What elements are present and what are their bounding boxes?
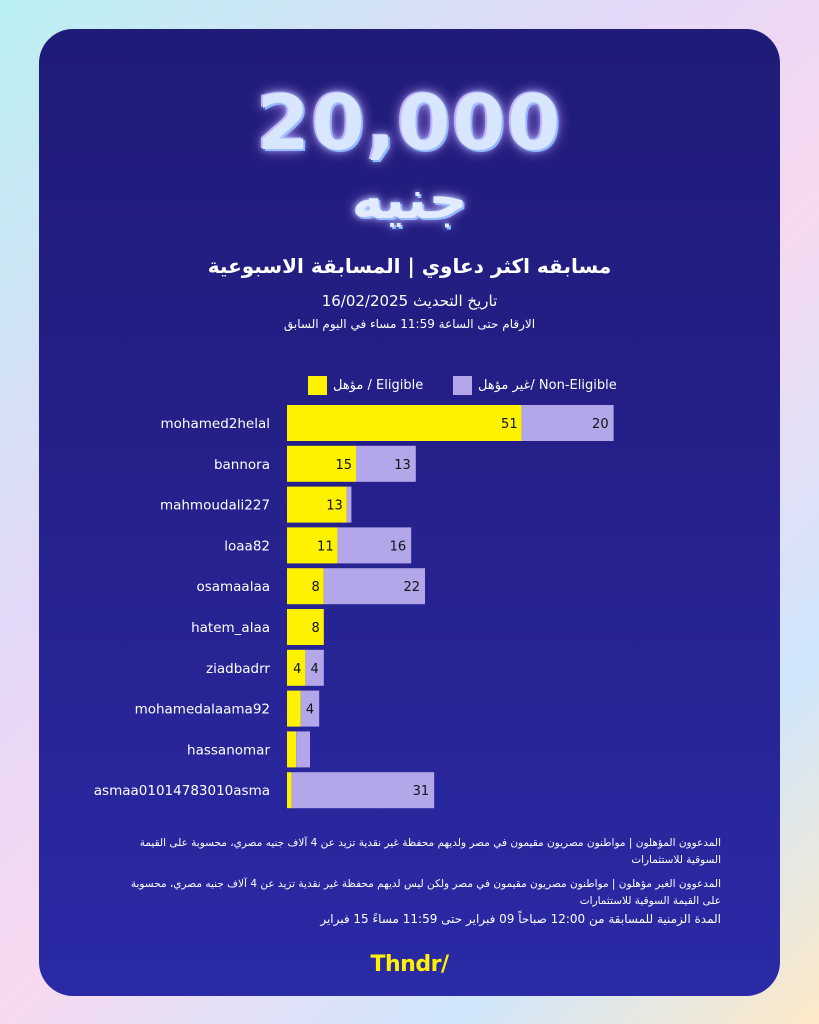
footnote-non-eligible: المدعوون الغير مؤهلون | مواطنون مصريون مقيمون في مصر ولكن ليس لديهم محفظة غير نقدية تزيد عن 4 آلاف جنيه مصري، محسوبة على القيمة السوقية للاستثمارات [130, 878, 721, 907]
numbers-note: الارقام حتى الساعة 11:59 مساء في اليوم السابق [283, 317, 536, 331]
data-label-non-eligible: 4 [310, 661, 319, 677]
data-label-eligible: 13 [326, 498, 343, 514]
data-label-eligible: 8 [311, 580, 320, 596]
category-label: hatem_alaa [191, 620, 270, 636]
footnote-eligible: المدعوون المؤهلون | مواطنون مصريون مقيمون في مصر ولديهم محفظة غير نقدية تزيد عن 4 آلاف جنيه مصري، محسوبة على القيمة السوقية للاستثمارات [139, 837, 721, 866]
data-label-non-eligible: 22 [403, 580, 420, 596]
thndr-logo: Thndr/ [370, 952, 449, 977]
data-label-eligible: 51 [501, 417, 518, 432]
category-label: ziadbadrr [206, 660, 270, 677]
bar-eligible [287, 405, 522, 441]
category-label: loaa82 [224, 538, 270, 555]
data-label-non-eligible: 31 [412, 784, 430, 800]
legend-non-eligible-label: غير مؤهل/ Non-Eligible [478, 377, 617, 393]
category-label: hassanomar [187, 742, 270, 759]
category-label: osamaalaa [196, 579, 270, 596]
data-label-non-eligible: 13 [394, 457, 411, 473]
prize-currency: جنيه [351, 168, 468, 231]
footnotes [120, 835, 721, 917]
bar-eligible [287, 691, 301, 727]
competition-period: المدة الزمنية للمسابقة من 12:00 صباحاً 09 فبراير حتى 11:59 مساءً 15 فبراير [320, 912, 721, 926]
category-label: mahmoudali227 [159, 497, 270, 514]
data-label-non-eligible: 4 [305, 702, 315, 718]
bar-eligible [287, 772, 292, 808]
data-label-eligible: 8 [311, 621, 320, 636]
prize-amount: 20,000 [256, 78, 563, 167]
bar-non-eligible [347, 487, 352, 523]
data-label-eligible: 11 [317, 539, 334, 555]
category-label: mohamedalaama92 [134, 701, 270, 718]
data-label-non-eligible: 20 [592, 417, 609, 432]
update-date: تاريخ التحديث 16/02/2025 [321, 292, 498, 310]
page-title: مسابقه اكثر دعاوي | المسابقة الاسبوعية [207, 254, 612, 278]
category-label: bannora [213, 456, 270, 473]
data-label-eligible: 15 [335, 457, 352, 473]
bar-eligible [287, 731, 296, 767]
data-label-eligible: 4 [293, 661, 302, 677]
data-label-non-eligible: 16 [389, 539, 407, 555]
bar-non-eligible [296, 731, 310, 767]
category-label: mohamed2helal [160, 416, 270, 432]
category-label: asmaa01014783010asma [93, 783, 270, 800]
legend-eligible-label: مؤهل / Eligible [333, 377, 424, 393]
